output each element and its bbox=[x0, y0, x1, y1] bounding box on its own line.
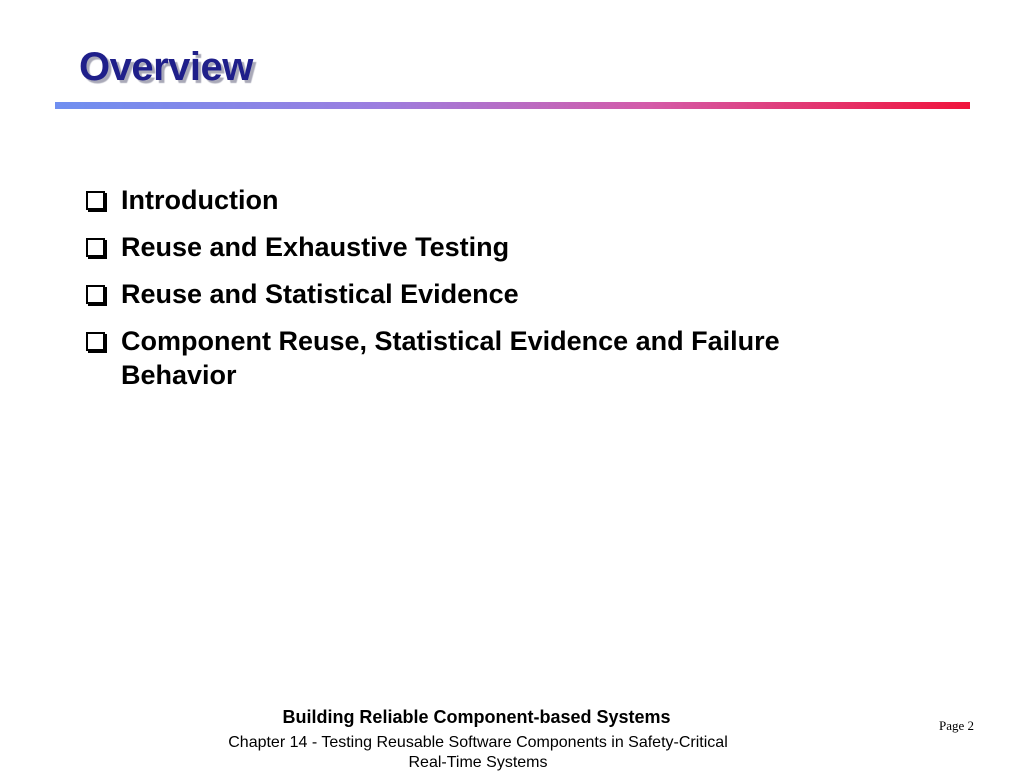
checkbox-square-icon bbox=[86, 238, 105, 257]
bullet-item bbox=[84, 183, 884, 217]
bullet-item bbox=[84, 324, 884, 392]
bullet-item bbox=[84, 230, 884, 264]
footer-book-title: Building Reliable Component-based Systems bbox=[282, 707, 671, 727]
bullet-text: Component Reuse, Statistical Evidence and Failure Behavior bbox=[121, 326, 780, 390]
bullet-item bbox=[84, 277, 884, 311]
page-number: Page 2 bbox=[938, 718, 974, 733]
bullet-text: Reuse and Exhaustive Testing bbox=[121, 232, 510, 262]
footer-chapter: Chapter 14 - Testing Reusable Software Components in Safety-Critical Real-Time Systems bbox=[228, 734, 728, 771]
checkbox-square-icon bbox=[86, 191, 105, 210]
bullet-text: Introduction bbox=[121, 185, 279, 215]
slide-title: Overview bbox=[79, 45, 253, 89]
checkbox-square-icon bbox=[86, 332, 105, 351]
title-divider bbox=[55, 102, 970, 109]
checkbox-square-icon bbox=[86, 285, 105, 304]
bullet-text: Reuse and Statistical Evidence bbox=[121, 279, 519, 309]
bullet-list bbox=[84, 183, 884, 405]
